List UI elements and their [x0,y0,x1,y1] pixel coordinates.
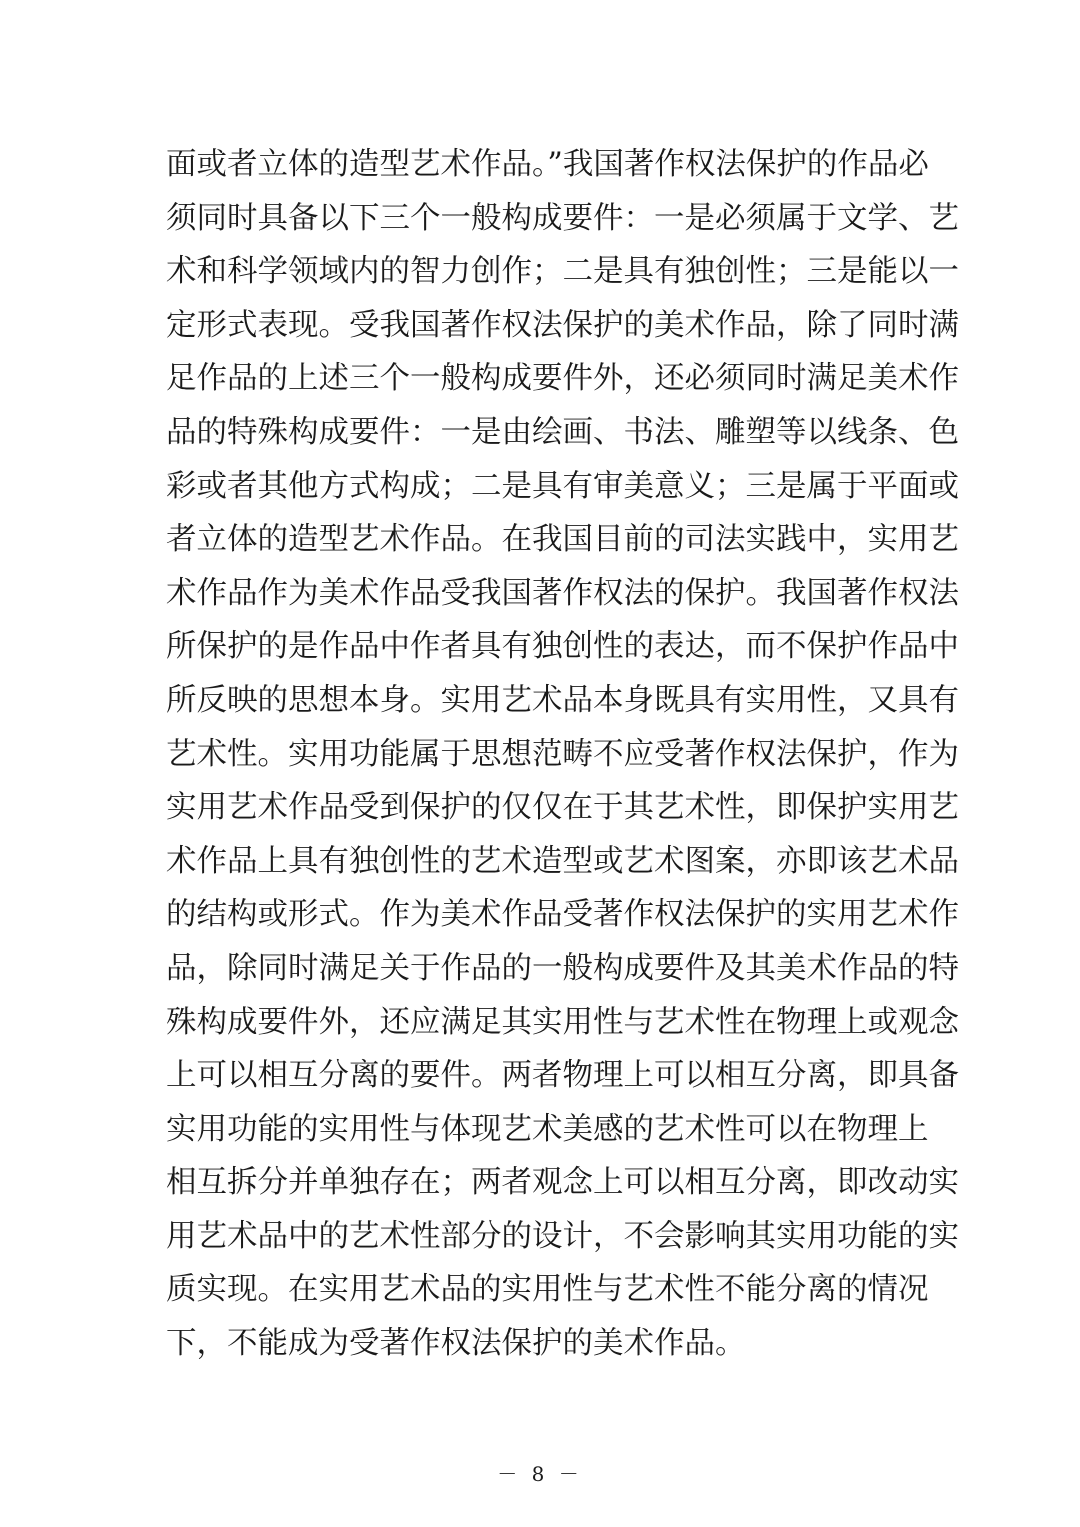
text-line: 艺术性。实用功能属于思想范畴不应受著作权法保护，作为 [166,736,959,772]
text-line: 者立体的造型艺术作品。在我国目前的司法实践中，实用艺 [166,522,959,558]
text-line: 用艺术品中的艺术性部分的设计，不会影响其实用功能的实 [166,1218,959,1254]
text-line: 彩或者其他方式构成；二是具有审美意义；三是属于平面或 [166,468,959,504]
text-line: 所保护的是作品中作者具有独创性的表达，而不保护作品中 [166,629,959,665]
text-line: 上可以相互分离的要件。两者物理上可以相互分离，即具备 [166,1058,959,1094]
body-text [166,138,959,1371]
text-line: 术和科学领域内的智力创作；二是具有独创性；三是能以一 [166,254,959,290]
text-line: 术作品上具有独创性的艺术造型或艺术图案，亦即该艺术品 [166,843,959,879]
text-line: 实用功能的实用性与体现艺术美感的艺术性可以在物理上 [166,1111,929,1147]
text-line: 的结构或形式。作为美术作品受著作权法保护的实用艺术作 [166,897,959,933]
text-line: 质实现。在实用艺术品的实用性与艺术性不能分离的情况 [166,1272,929,1308]
text-line: 实用艺术作品受到保护的仅仅在于其艺术性，即保护实用艺 [166,790,959,826]
text-line: 所反映的思想本身。实用艺术品本身既具有实用性，又具有 [166,682,959,718]
text-line: 殊构成要件外，还应满足其实用性与艺术性在物理上或观念 [166,1004,959,1040]
text-line: 品的特殊构成要件：一是由绘画、书法、雕塑等以线条、色 [166,414,959,450]
text-line: 品，除同时满足关于作品的一般构成要件及其美术作品的特 [166,950,959,986]
page-number: － 8 － [497,1462,583,1486]
text-line: 面或者立体的造型艺术作品。”我国著作权法保护的作品必 [166,147,929,182]
text-line: 定形式表现。受我国著作权法保护的美术作品，除了同时满 [166,307,959,343]
text-line: 相互拆分并单独存在；两者观念上可以相互分离，即改动实 [166,1165,959,1201]
text-line: 足作品的上述三个一般构成要件外，还必须同时满足美术作 [166,361,959,397]
text-line-last: 下，不能成为受著作权法保护的美术作品。 [166,1326,746,1362]
text-line: 术作品作为美术作品受我国著作权法的保护。我国著作权法 [166,575,959,611]
text-line: 须同时具备以下三个一般构成要件：一是必须属于文学、艺 [166,200,959,236]
